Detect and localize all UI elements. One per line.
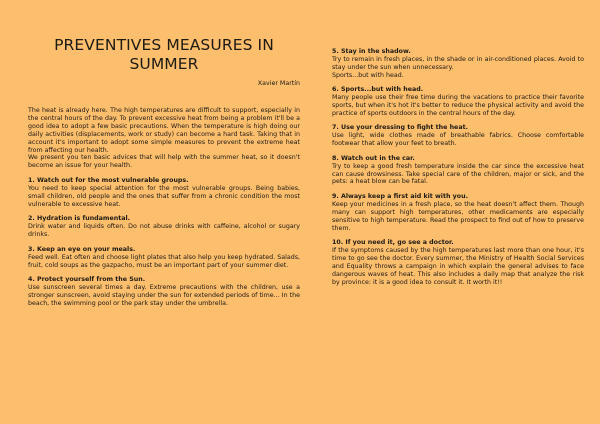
tip-body: Keep your medicines in a fresh place, so the heat doesn't affect them. Though many can support high temperatures, other medicaments are especially sensitive to high temperature. Read the prospect to find out of how to preserve them. — [332, 200, 584, 232]
tips-list-right — [332, 48, 584, 287]
tip-7 — [332, 124, 584, 148]
tip-heading: 7. Use your dressing to fight the heat. — [332, 124, 468, 132]
tip-heading: 8. Watch out in the car. — [332, 154, 415, 162]
tip-body: You need to keep special attention for the most vulnerable groups. Being babies, small children, old people and the ones that suffer from a chronic condition the most vulnerable to excessive heat. — [28, 185, 300, 208]
tip-5 — [332, 48, 584, 80]
tip-heading: 1. Watch out for the most vulnerable groups. — [28, 177, 189, 185]
tip-body: Use light, wide clothes made of breathable fabrics. Choose comfortable footwear that allow your feet to breath. — [332, 132, 584, 148]
tip-heading: 5. Stay in the shadow. — [332, 48, 411, 55]
tip-heading: 6. Sports...but with head. — [332, 86, 424, 94]
tip-4 — [28, 276, 300, 308]
author-name: Xavier Martín — [257, 80, 300, 87]
tip-heading: 4. Protect yourself from the Sun. — [28, 276, 146, 284]
tip-body: Feed well. Eat often and choose light plates that also help you keep hydrated. Salads, fruit, cold soups as the gazpacho, must be an important part of your summer diet. — [28, 253, 300, 269]
tips-list-left — [28, 177, 300, 307]
tip-9 — [332, 193, 584, 233]
tip-3 — [28, 246, 300, 270]
tip-2 — [28, 215, 300, 239]
tip-body: Use sunscreen several times a day. Extreme precautions with the children, use a stronger sunscreen, avoid staying under the sun for extended periods of time... In the beach, the swimming pool or the park stay under the umbrella. — [28, 284, 300, 307]
tip-heading: 2. Hydration is fundamental. — [28, 215, 131, 223]
tip-6 — [332, 86, 584, 118]
tip-body: Try to keep a good fresh temperature inside the car since the excessive heat can cause drowsiness. Take special care of the children, major or sick, and the pets: a heat blow can be fatal. — [332, 162, 584, 186]
tip-body: Try to remain in fresh places, in the shade or in air-conditioned places. Avoid to stay under the sun when unnecessary. Sports...but with head. — [332, 55, 584, 79]
tip-body: If the symptoms caused by the high temperatures last more than one hour, it's time to go see the doctor. Every summer, the Ministry of Health Social Services and Equality throws a campaign in which explain the general advises to face dangerous waves of heat. This also includes a daily map that analyze the risk by province: it is a good idea to consult it. It worth it!! — [332, 247, 584, 286]
tip-8 — [332, 155, 584, 187]
article-title: PREVENTIVES MEASURES IN SUMMER — [54, 36, 274, 73]
right-column — [332, 0, 584, 293]
tip-body: Many people use their free time during the vacations to practice their favorite sports, but when it's hot it's better to reduce the physical activity and avoid the practice of sports outdoors in the central hours of the day. — [332, 94, 584, 117]
tip-heading: 3. Keep an eye on your meals. — [28, 245, 136, 253]
tip-heading: 9. Always keep a first aid kit with you. — [332, 192, 468, 200]
tip-10 — [332, 239, 584, 286]
tip-heading: 10. If you need it, go see a doctor. — [332, 239, 454, 247]
tip-body: Drink water and liquids often. Do not abuse drinks with caffeine, alcohol or sugary drinks. — [28, 223, 300, 239]
left-column — [28, 0, 300, 314]
intro-paragraph: The heat is already here. The high temperatures are difficult to support, especially in the central hours of the day. To prevent excessive heat from being a problem it'll be a good idea to adopt a few basic precautions. When the temperature is high doing our daily activities (displacements, work or study) can become a hard task. Taking that in account it's important to adopt some simple measures to prevent the extreme heat from affecting our health. We present you ten basic advices that will help with the summer heat, so it doesn't become an issue for your health. — [28, 107, 300, 170]
tip-1 — [28, 177, 300, 209]
